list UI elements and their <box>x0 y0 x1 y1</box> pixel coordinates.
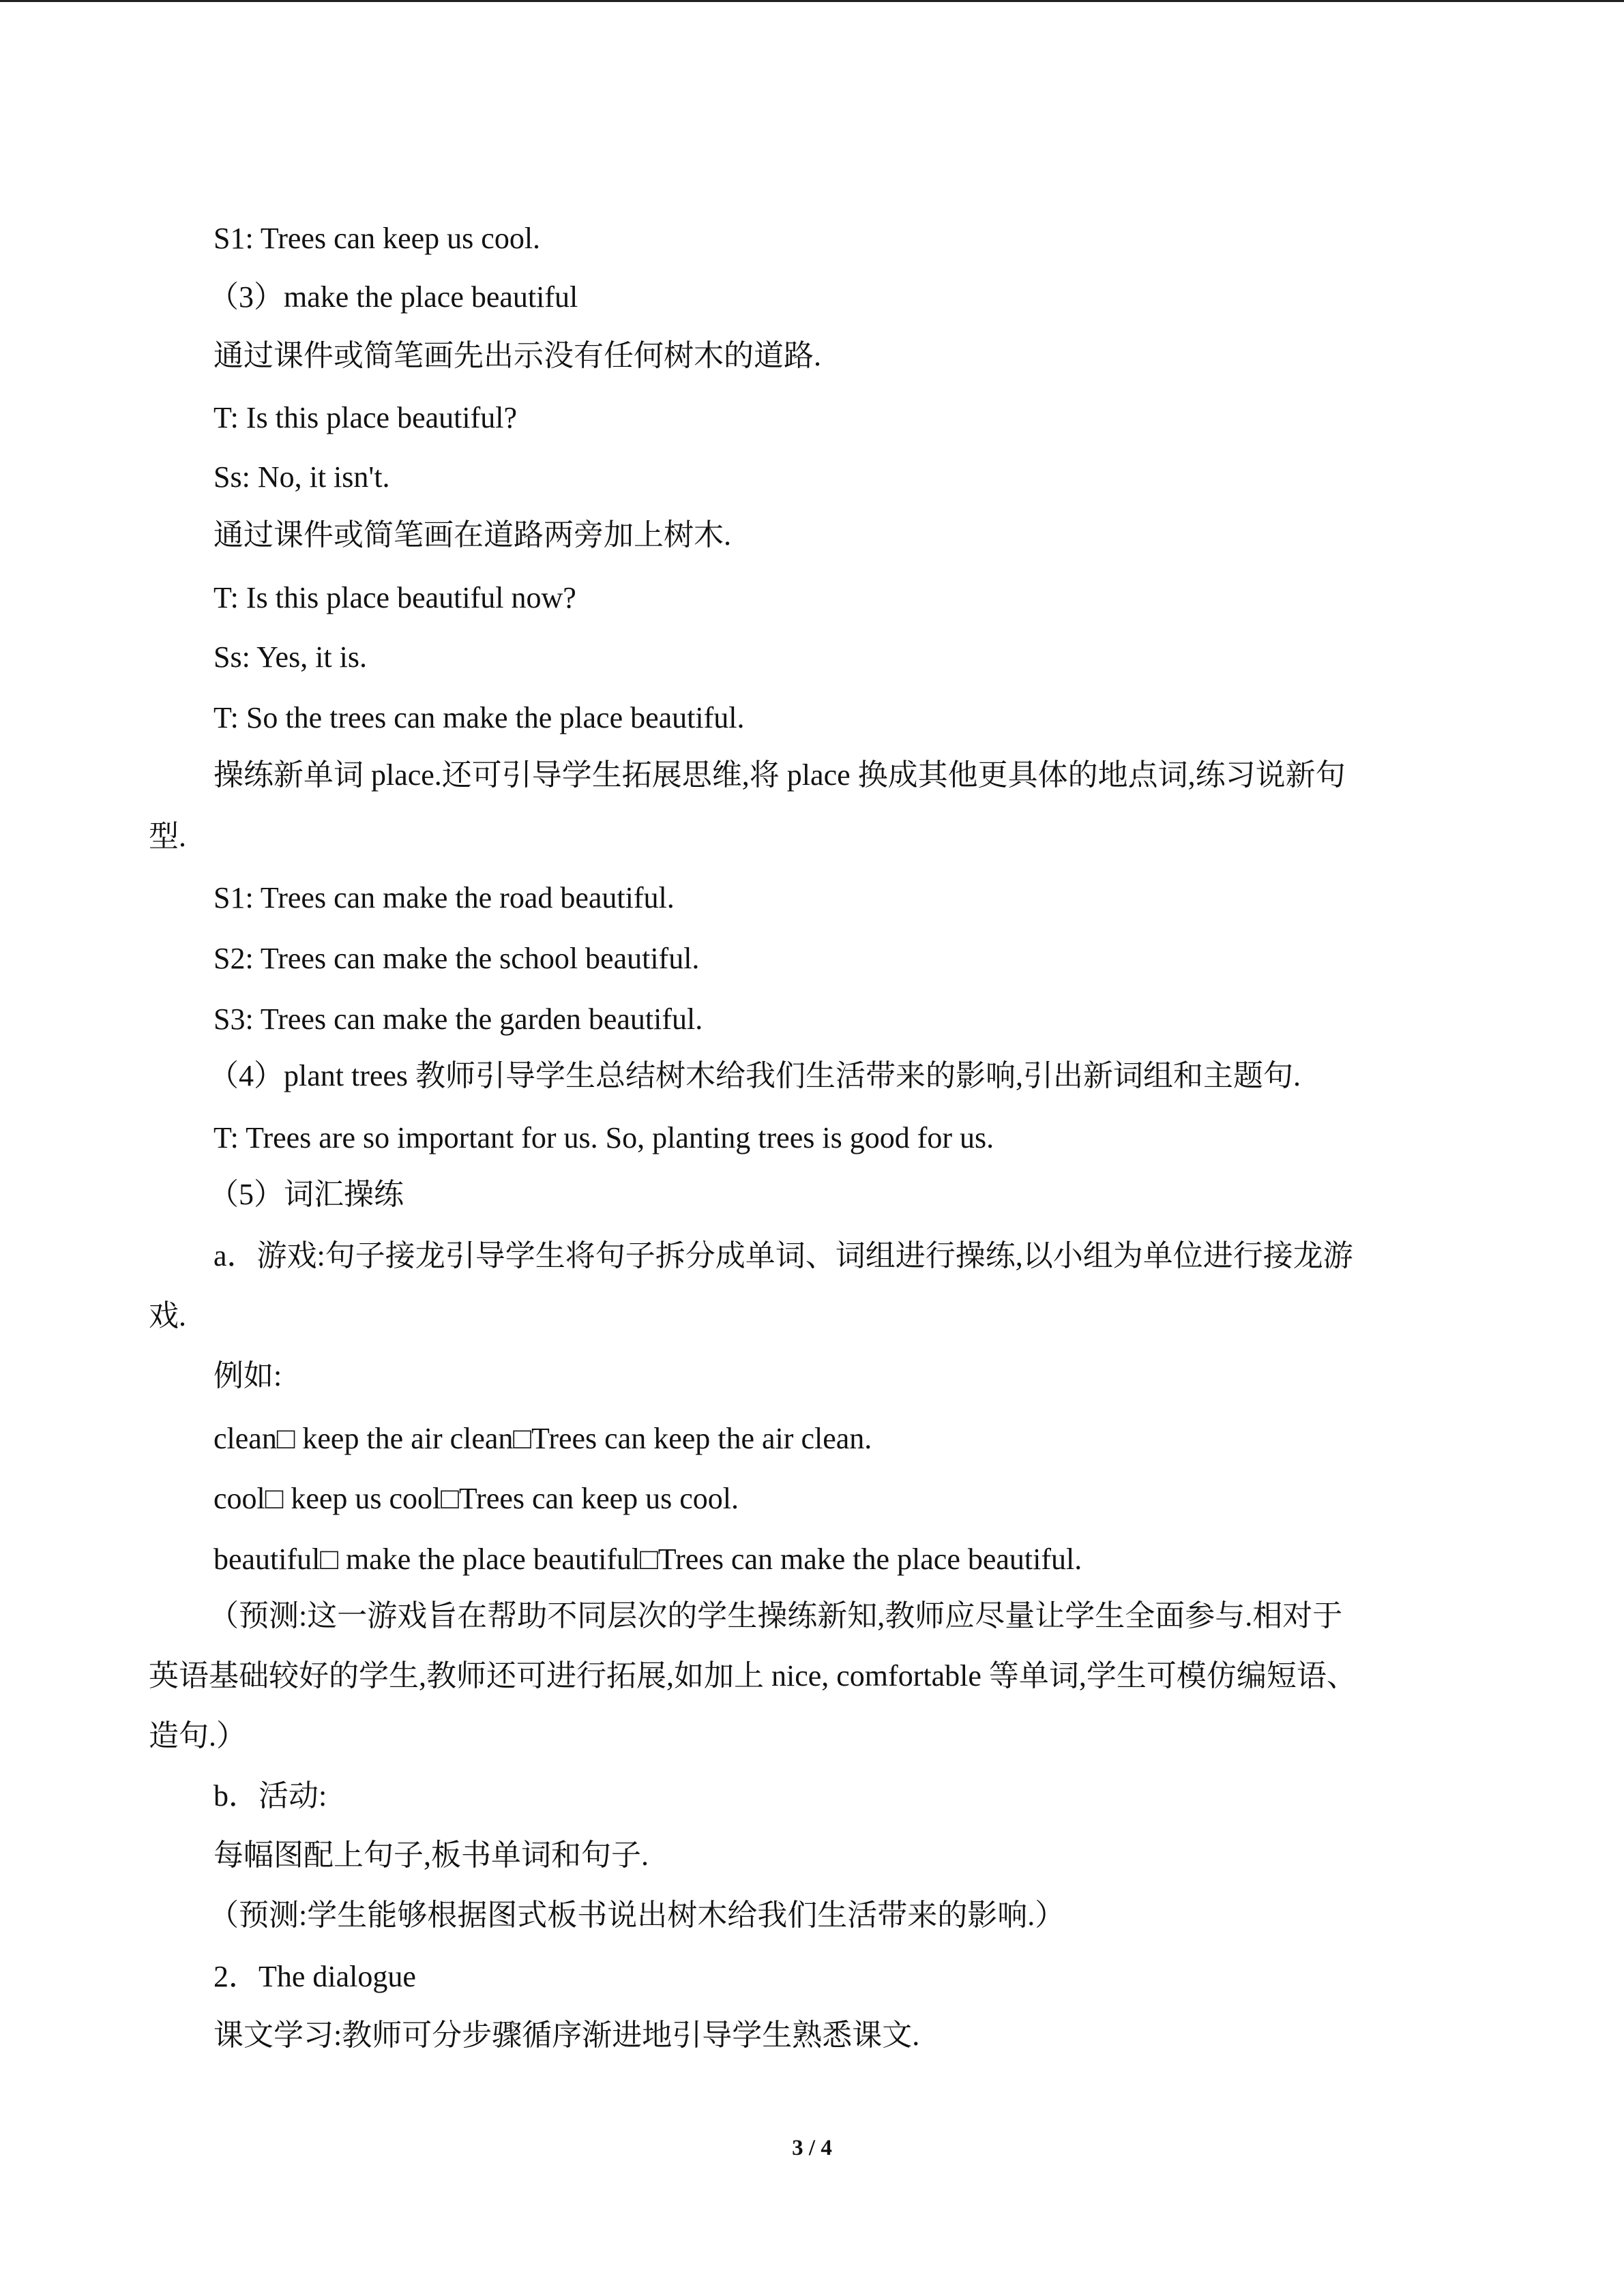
page-top-border <box>0 0 1624 2</box>
text-line: （预测:这一游戏旨在帮助不同层次的学生操练新知,教师应尽量让学生全面参与.相对于 <box>209 1599 1343 1632</box>
text-line: b．活动: <box>213 1779 327 1813</box>
text-line: 戏. <box>149 1299 186 1332</box>
text-line: T: Trees are so important for us. So, planting trees is good for us. <box>213 1121 994 1154</box>
text-line: Ss: No, it isn't. <box>213 460 390 494</box>
text-line: （3）make the place beautiful <box>209 280 578 314</box>
text-line: 2．The dialogue <box>213 1960 416 1993</box>
text-line: 每幅图配上句子,板书单词和句子. <box>213 1838 649 1872</box>
text-line: T: So the trees can make the place beautiful. <box>213 701 745 734</box>
text-line: S3: Trees can make the garden beautiful. <box>213 1002 703 1036</box>
text-line: 操练新单词 place.还可引导学生拓展思维,将 place 换成其他更具体的地点词,练习说新句 <box>213 758 1346 792</box>
text-line: 造句.） <box>149 1719 246 1753</box>
text-line: clean□ keep the air clean□Trees can keep the air clean. <box>213 1422 872 1455</box>
page-number: 3 / 4 <box>792 2136 832 2160</box>
text-line: T: Is this place beautiful? <box>213 401 517 434</box>
text-line: a．游戏:句子接龙引导学生将句子拆分成单词、词组进行操练,以小组为单位进行接龙游 <box>213 1239 1353 1272</box>
text-line: 例如: <box>213 1359 282 1392</box>
text-line: 通过课件或简笔画先出示没有任何树木的道路. <box>213 339 821 372</box>
text-line: S1: Trees can make the road beautiful. <box>213 881 675 914</box>
text-line: 课文学习:教师可分步骤循序渐进地引导学生熟悉课文. <box>213 2018 920 2052</box>
text-line: 通过课件或简笔画在道路两旁加上树木. <box>213 518 731 552</box>
text-line: S1: Trees can keep us cool. <box>213 222 541 255</box>
text-line: 英语基础较好的学生,教师还可进行拓展,如加上 nice, comfortable 等单词,学生可模仿编短语、 <box>149 1659 1357 1693</box>
text-line: 型. <box>149 820 186 853</box>
text-line: T: Is this place beautiful now? <box>213 581 576 614</box>
text-line: （5）词汇操练 <box>209 1178 404 1211</box>
text-line: beautiful□ make the place beautiful□Trees can make the place beautiful. <box>213 1542 1082 1576</box>
text-line: Ss: Yes, it is. <box>213 640 368 674</box>
text-line: （预测:学生能够根据图式板书说出树木给我们生活带来的影响.） <box>209 1898 1065 1932</box>
text-line: （4）plant trees 教师引导学生总结树木给我们生活带来的影响,引出新词组和主题句. <box>209 1059 1301 1092</box>
text-line: cool□ keep us cool□Trees can keep us cool. <box>213 1482 739 1515</box>
text-line: S2: Trees can make the school beautiful. <box>213 942 700 975</box>
